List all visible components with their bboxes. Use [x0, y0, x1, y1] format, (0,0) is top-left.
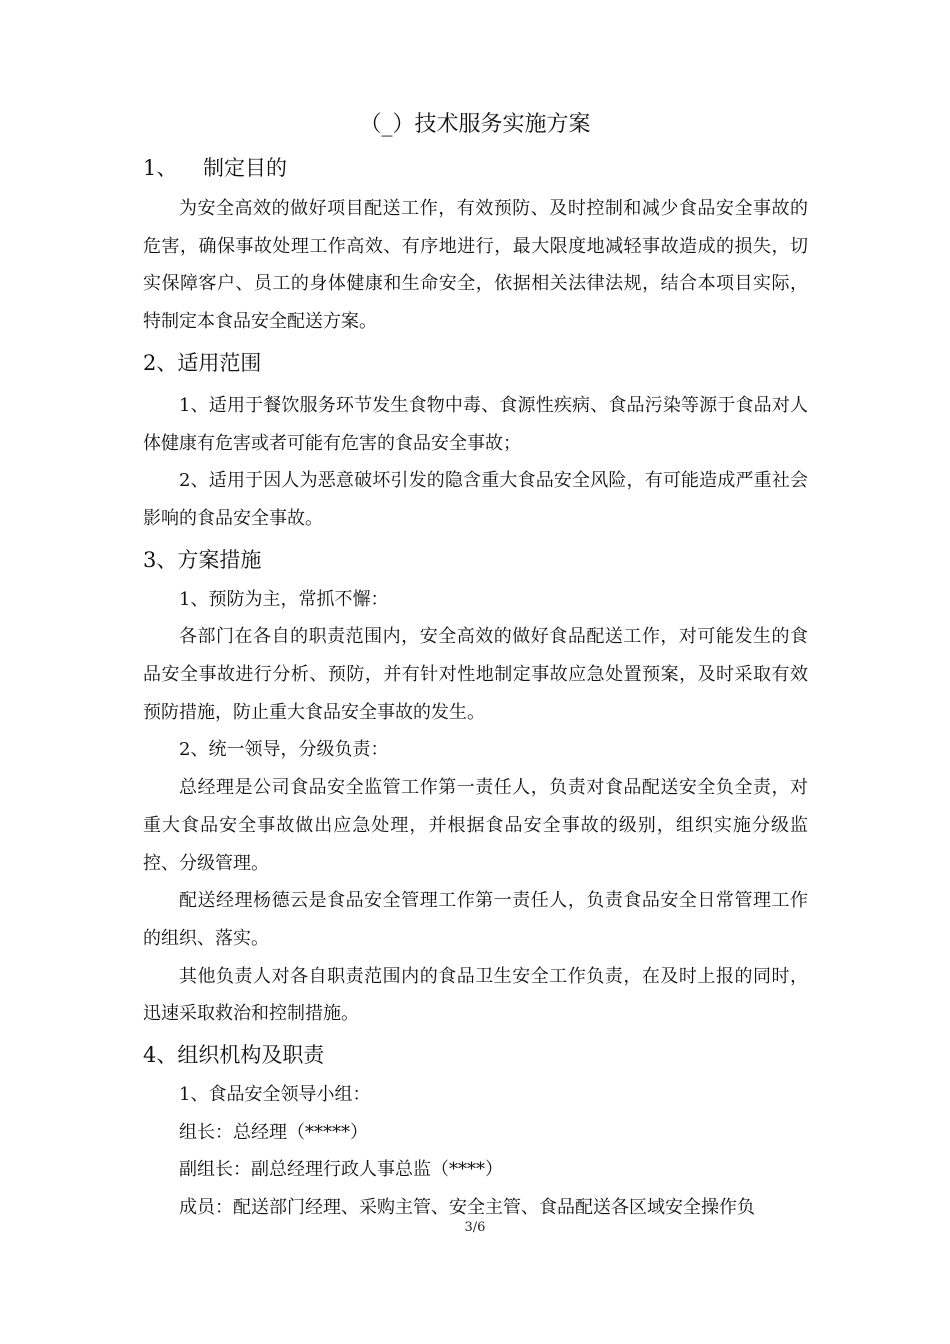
- document-title: （_）技术服务实施方案: [359, 112, 591, 137]
- paragraph: 1、预防为主，常抓不懈：: [179, 588, 389, 610]
- paragraph: 副组长：副总经理行政人事总监（****）: [179, 1159, 503, 1181]
- paragraph: 组长：总经理（*****）: [179, 1121, 368, 1143]
- section-number: 4、: [143, 1043, 178, 1068]
- section-heading-2: [143, 344, 808, 382]
- paragraph: 1、食品安全领导小组：: [179, 1084, 371, 1106]
- paragraph: 1、适用于餐饮服务环节发生食物中毒、食源性疾病、食品污染等源于食品对人体健康有危害或者可能有危害的食品安全事故；: [143, 394, 808, 454]
- document-body: [143, 147, 808, 1227]
- paragraph: 配送经理杨德云是食品安全管理工作第一责任人，负责食品安全日常管理工作的组织、落实。: [143, 890, 808, 949]
- section-title: 制定目的: [203, 156, 287, 180]
- section-number: 3、: [143, 547, 178, 572]
- section-title: 组织机构及职责: [177, 1043, 325, 1068]
- section-title: 适用范围: [177, 350, 262, 375]
- paragraph: 成员：配送部门经理、采购主管、安全主管、食品配送各区域安全操作负: [179, 1197, 755, 1219]
- section-heading-3: [143, 541, 808, 579]
- section-heading-1: [143, 149, 808, 187]
- paragraph: 总经理是公司食品安全监管工作第一责任人，负责对食品配送安全负全责，对重大食品安全事故做出应急处理，并根据食品安全事故的级别，组织实施分级监控、分级管理。: [143, 777, 808, 874]
- page-number: 3/6: [464, 1220, 486, 1235]
- paragraph: 2、统一领导，分级负责：: [179, 739, 389, 761]
- section-number: 2、: [143, 350, 178, 375]
- paragraph: 2、适用于因人为恶意破坏引发的隐含重大食品安全风险，有可能造成严重社会影响的食品安全事故。: [143, 470, 808, 529]
- section-title: 方案措施: [177, 547, 262, 572]
- paragraph: 各部门在各自的职责范围内，安全高效的做好食品配送工作，对可能发生的食品安全事故进行分析、预防，并有针对性地制定事故应急处置预案，及时采取有效预防措施，防止重大食品安全事故的发生。: [143, 626, 808, 723]
- section-number: 1、: [143, 156, 178, 180]
- paragraph: 为安全高效的做好项目配送工作，有效预防、及时控制和减少食品安全事故的危害，确保事故处理工作高效、有序地进行，最大限度地减轻事故造成的损失，切实保障客户、员工的身体健康和生命安全，依据相关法律法规，结合本项目实际，特制定本食品安全配送方案。: [143, 198, 808, 333]
- section-heading-4: [143, 1036, 808, 1074]
- paragraph: 其他负责人对各自职责范围内的食品卫生安全工作负责，在及时上报的同时，迅速采取救治和控制措施。: [143, 965, 808, 1025]
